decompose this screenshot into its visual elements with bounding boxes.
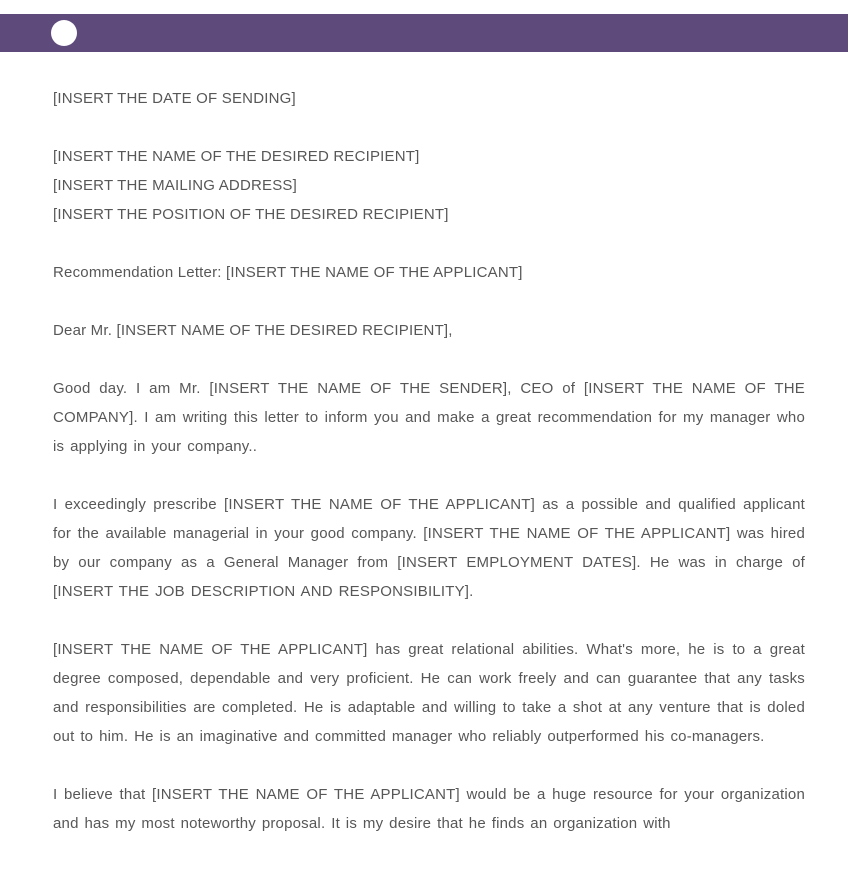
- letter-document: [53, 84, 805, 838]
- logo-circle-icon: [51, 20, 77, 46]
- recipient-name-line: [INSERT THE NAME OF THE DESIRED RECIPIENT]: [53, 148, 420, 165]
- subject-line: Recommendation Letter: [INSERT THE NAME OF THE APPLICANT]: [53, 264, 523, 281]
- header-bar: [0, 14, 848, 52]
- recipient-address-block: [53, 142, 805, 229]
- recipient-mailing-address-line: [INSERT THE MAILING ADDRESS]: [53, 177, 297, 194]
- letter-paragraph-recommendation: I exceedingly prescribe [INSERT THE NAME OF THE APPLICANT] as a possible and qualified applicant for the available managerial in your good company. [INSERT THE NAME OF THE APPLICANT] was hired by our company as a General Manager from [INSERT EMPLOYMENT DATES]. He was in charge of [INSERT THE JOB DESCRIPTION AND RESPONSIBILITY].: [53, 496, 805, 600]
- letter-paragraph-qualities: [INSERT THE NAME OF THE APPLICANT] has great relational abilities. What's more, he is to a great degree composed, dependable and very proficient. He can work freely and can guarantee that any tasks and responsibilities are completed. He is adaptable and willing to take a shot at any venture that is doled out to him. He is an imaginative and committed manager who reliably outperformed his co-managers.: [53, 641, 805, 745]
- date-placeholder-line: [INSERT THE DATE OF SENDING]: [53, 90, 296, 107]
- salutation-line: Dear Mr. [INSERT NAME OF THE DESIRED RECIPIENT],: [53, 322, 453, 339]
- recipient-position-line: [INSERT THE POSITION OF THE DESIRED RECIPIENT]: [53, 206, 449, 223]
- letter-paragraph-closing: I believe that [INSERT THE NAME OF THE APPLICANT] would be a huge resource for your organization and has my most noteworthy proposal. It is my desire that he finds an organization with: [53, 786, 805, 832]
- letter-paragraph-introduction: Good day. I am Mr. [INSERT THE NAME OF THE SENDER], CEO of [INSERT THE NAME OF THE COMPANY]. I am writing this letter to inform you and make a great recommendation for my manager who is applying in your company..: [53, 380, 805, 455]
